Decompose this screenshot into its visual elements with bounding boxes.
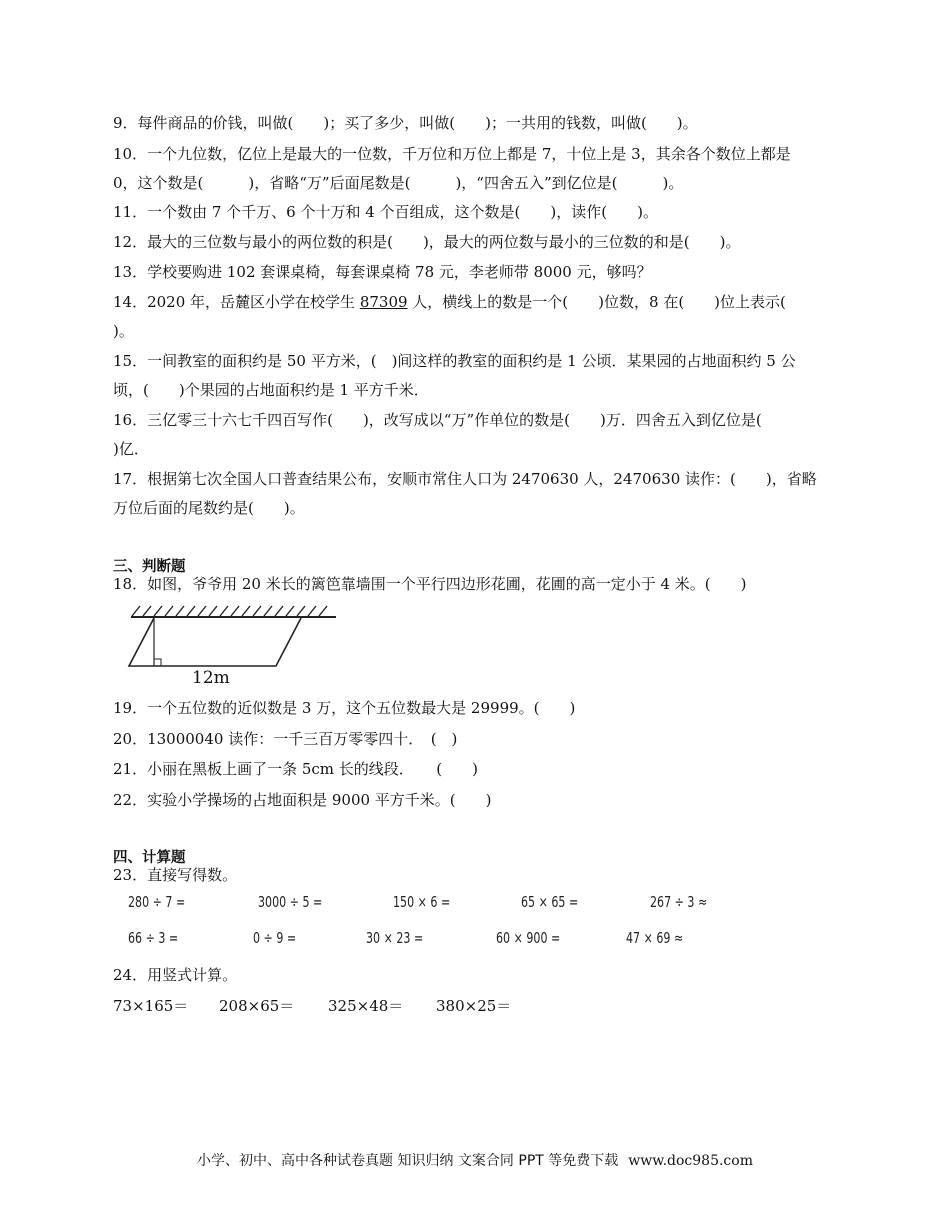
question-20: 20．13000040 读作：一千三百万零零四十． ( ) — [113, 730, 458, 748]
vertical-calc-item: 208×65＝ — [219, 997, 295, 1015]
vertical-calc-item: 380×25＝ — [436, 997, 512, 1015]
calc-item: 0 ÷ 9 = — [253, 929, 297, 947]
vertical-calc-item: 325×48＝ — [328, 997, 404, 1015]
question-10-line1: 10．一个九位数，亿位上是最大的一位数，千万位和万位上都是 7，十位上是 3，其余各个数位上都是 — [113, 145, 791, 163]
right-angle-mark — [154, 659, 161, 666]
question-18: 18．如图，爷爷用 20 米长的篱笆靠墙围一个平行四边形花圃，花圃的高一定小于 4 米。( ) — [113, 575, 747, 593]
question-14-line2: )。 — [113, 322, 134, 340]
question-17-line1: 17．根据第七次全国人口普查结果公布，安顺市常住人口为 2470630 人，2470630 读作：( )，省略 — [113, 470, 817, 488]
calc-item: 60 × 900 = — [496, 929, 561, 947]
question-21: 21．小丽在黑板上画了一条 5cm 长的线段． ( ) — [113, 760, 478, 778]
section-4-heading: 四、计算题 — [113, 850, 186, 866]
parallelogram-figure — [126, 604, 346, 686]
calc-item: 150 × 6 = — [393, 893, 451, 911]
calc-item: 66 ÷ 3 = — [128, 929, 179, 947]
footer-url[interactable]: www.doc985.com — [628, 1153, 753, 1169]
calc-item: 65 × 65 = — [521, 893, 579, 911]
vertical-calc-item: 73×165＝ — [113, 997, 189, 1015]
footer — [0, 1150, 950, 1170]
calc-item: 30 × 23 = — [366, 929, 424, 947]
footer-text: 小学、初中、高中各种试卷真题 知识归纳 文案合同 PPT 等免费下载 — [197, 1153, 619, 1169]
calc-item: 267 ÷ 3 ≈ — [650, 893, 708, 911]
question-22: 22．实验小学操场的占地面积是 9000 平方千米。( ) — [113, 791, 492, 809]
question-11: 11．一个数由 7 个千万、6 个十万和 4 个百组成，这个数是( )，读作( )。 — [113, 203, 658, 221]
question-14-pre: 14．2020 年，岳麓区小学在校学生 — [113, 293, 360, 311]
question-24: 24．用竖式计算。 — [113, 966, 238, 984]
calc-item: 280 ÷ 7 = — [128, 893, 186, 911]
question-14-post: 人，横线上的数是一个( )位数，8 在( )位上表示( — [407, 293, 786, 311]
question-16-line2: )亿． — [113, 440, 149, 458]
question-19: 19．一个五位数的近似数是 3 万，这个五位数最大是 29999。( ) — [113, 699, 576, 717]
wall-hatching — [132, 606, 327, 616]
underlined-number: 87309 — [359, 293, 408, 311]
question-10-line2: 0，这个数是( )，省略“万”后面尾数是( )，“四舍五入”到亿位是( )。 — [113, 174, 684, 192]
question-9: 9．每件商品的价钱，叫做( )；买了多少，叫做( )；一共用的钱数，叫做( )。 — [113, 114, 698, 132]
question-23: 23．直接写得数。 — [113, 866, 238, 884]
base-length-label: 12m — [192, 668, 230, 686]
question-15-line1: 15．一间教室的面积约是 50 平方米，( )间这样的教室的面积约是 1 公顷．某果园的占地面积约 5 公 — [113, 352, 796, 370]
section-3-heading: 三、判断题 — [113, 559, 186, 575]
question-17-line2: 万位后面的尾数约是( )。 — [113, 499, 305, 517]
question-15-line2: 顷，( )个果园的占地面积约是 1 平方千米． — [113, 381, 429, 399]
question-14-line1 — [113, 291, 786, 313]
question-16-line1: 16．三亿零三十六七千四百写作( )，改写成以“万”作单位的数是( )万．四舍五入到亿位是( — [113, 411, 762, 429]
calc-item: 3000 ÷ 5 = — [258, 893, 323, 911]
question-12: 12．最大的三位数与最小的两位数的积是( )，最大的两位数与最小的三位数的和是( )。 — [113, 233, 741, 251]
calc-item: 47 × 69 ≈ — [626, 929, 684, 947]
question-13: 13．学校要购进 102 套课桌椅，每套课桌椅 78 元，李老师带 8000 元，够吗？ — [113, 263, 652, 281]
